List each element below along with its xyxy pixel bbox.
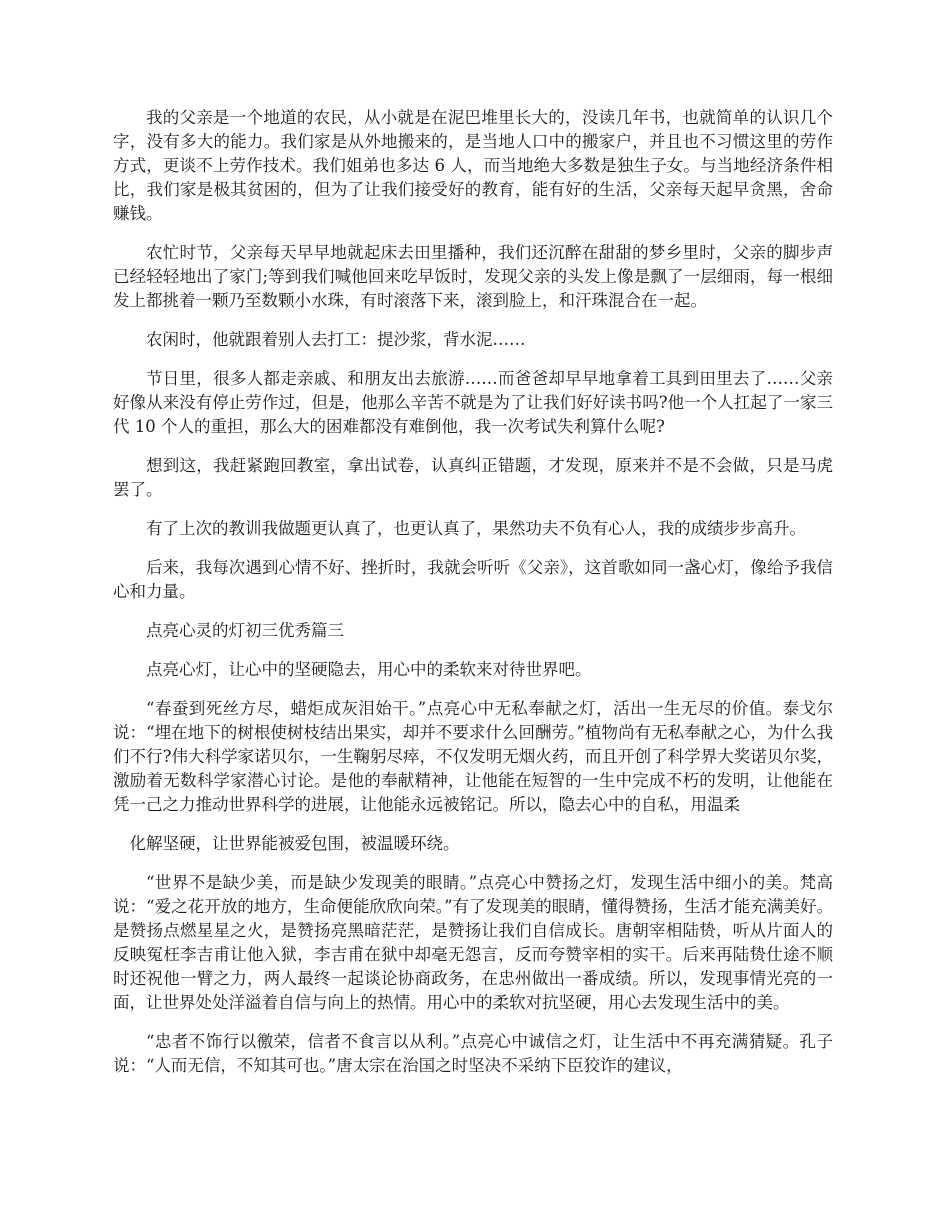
paragraph-4: 节日里，很多人都走亲戚、和朋友出去旅游……而爸爸却早早地拿着工具到田里去了……父亲好像从来没有停止劳作过，但是，他那么辛苦不就是为了让我们好好读书吗?他一个人扛起了一家三代 10 个人的重担，那么大的困难都没有难倒他，我一次考试失利算什么呢?: [113, 369, 833, 436]
paragraph-7: 后来，我每次遇到心情不好、挫折时，我就会听听《父亲》，这首歌如同一盏心灯，像给予我信心和力量。: [113, 558, 833, 601]
paragraph-11: 化解坚硬，让世界能被爱包围，被温暖环绕。: [129, 834, 460, 853]
paragraph-6: 有了上次的教训我做题更认真了，也更认真了，果然功夫不负有心人，我的成绩步步高升。: [146, 519, 806, 538]
paragraph-13: “忠者不饰行以徼荣，信者不食言以从利。”点亮心中诚信之灯，让生活中不再充满猜疑。孔子说：“人而无信，不知其可也。”唐太宗在治国之时坚决不采纳下臣狡诈的建议，: [113, 1032, 833, 1075]
paragraph-10: “春蚕到死丝方尽，蜡炬成灰泪始干。”点亮心中无私奉献之灯，活出一生无尽的价值。泰戈尔说：“埋在地下的树根使树枝结出果实，却并不要求什么回酬劳。”植物尚有无私奉献之心，为什么我们不行?伟大科学家诺贝尔，一生鞠躬尽瘁，不仅发明无烟火药，而且开创了科学界大奖诺贝尔奖，激励着无数科学家潜心讨论。是他的奉献精神，让他能在短智的一生中完成不朽的发明，让他能在凭一己之力推动世界科学的进展，让他能永远被铭记。所以，隐去心中的自私，用温柔: [113, 699, 833, 814]
section-heading: 点亮心灵的灯初三优秀篇三: [146, 621, 344, 640]
document-page: [113, 106, 833, 1093]
paragraph-3: 农闲时，他就跟着别人去打工：提沙浆，背水泥……: [146, 330, 526, 349]
paragraph-5: 想到这，我赶紧跑回教室，拿出试卷，认真纠正错题，才发现，原来并不是不会做，只是马虎罢了。: [113, 456, 833, 499]
paragraph-2: 农忙时节，父亲每天早早地就起床去田里播种，我们还沉醉在甜甜的梦乡里时，父亲的脚步声已经轻轻地出了家门;等到我们喊他回来吃早饭时，发现父亲的头发上像是飘了一层细雨，每一根细发上都挑着一颗乃至数颗小水珠，有时滚落下来，滚到脸上，和汗珠混合在一起。: [113, 243, 833, 310]
paragraph-1: 我的父亲是一个地道的农民，从小就是在泥巴堆里长大的，没读几年书，也就简单的认识几个字，没有多大的能力。我们家是从外地搬来的，是当地人口中的搬家户，并且也不习惯这里的劳作方式，更谈不上劳作技术。我们姐弟也多达 6 人，而当地绝大多数是独生子女。与当地经济条件相比，我们家是极其贫困的，但为了让我们接受好的教育，能有好的生活，父亲每天起早贪黑，舍命赚钱。: [113, 108, 833, 223]
paragraph-12: “世界不是缺少美，而是缺少发现美的眼睛。”点亮心中赞扬之灯，发现生活中细小的美。梵高说：“爱之花开放的地方，生命便能欣欣向荣。”有了发现美的眼睛，懂得赞扬，生活才能充满美好。是赞扬点燃星星之火，是赞扬亮黑暗茫茫，是赞扬让我们自信成长。唐朝宰相陆贽，听从片面人的反映冤枉李吉甫让他入狱，李吉甫在狱中却毫无怨言，反而夸赞宰相的实干。后来再陆贽仕途不顺时还祝他一臂之力，两人最终一起谈论协商政务，在忠州做出一番成绩。所以，发现事情光亮的一面，让世界处处洋溢着自信与向上的热情。用心中的柔软对抗坚硬，用心去发现生活中的美。: [113, 873, 833, 1012]
paragraph-9: 点亮心灯，让心中的坚硬隐去，用心中的柔软来对待世界吧。: [146, 660, 592, 679]
